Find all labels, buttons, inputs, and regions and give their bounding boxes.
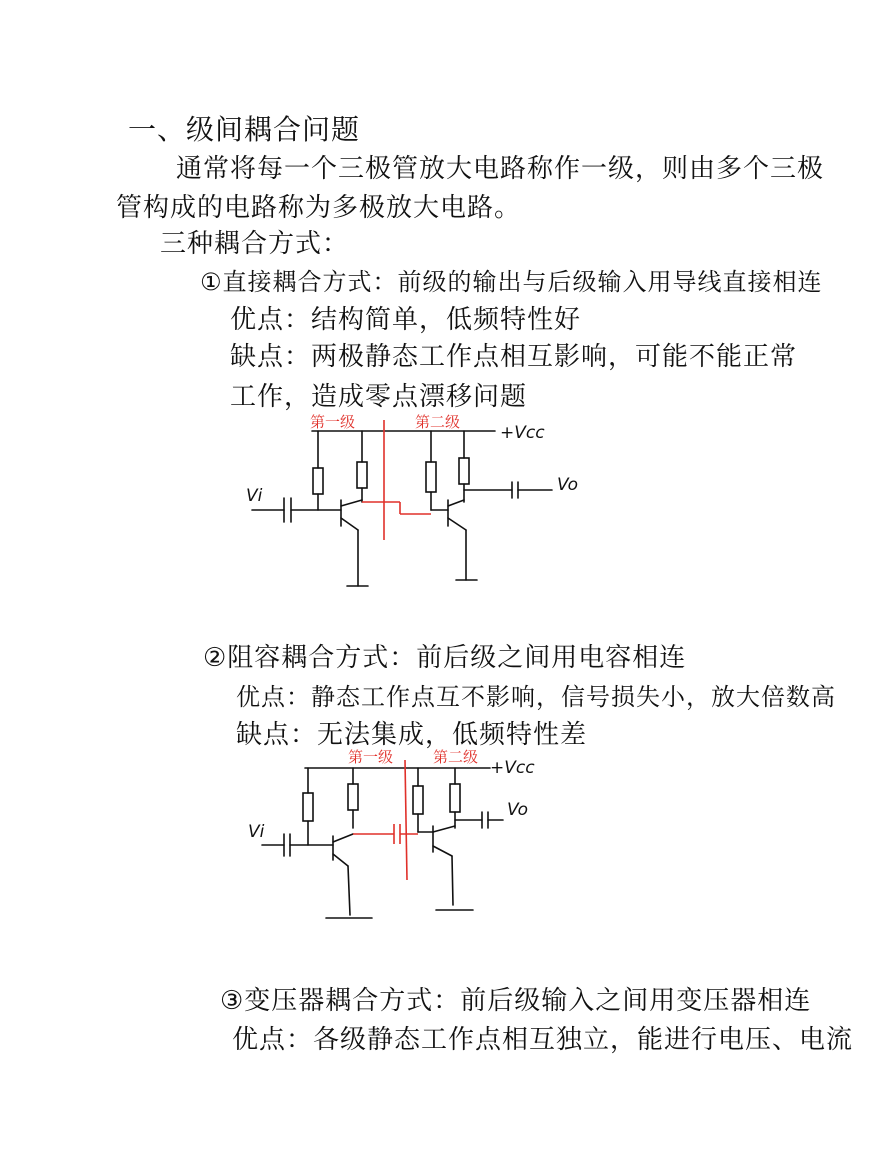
direct-coupling-title: ①直接耦合方式：前级的输出与后级输入用导线直接相连 — [200, 268, 823, 296]
diagram1-supply-label: +Vcc — [500, 423, 545, 443]
diagram1-stage2-label: 第二级 — [415, 413, 461, 431]
diagram1-output-label: Vo — [557, 475, 579, 495]
transformer-pros: 优点：各级静态工作点相互独立，能进行电压、电流 — [232, 1025, 854, 1055]
diagram1-stage1-label: 第一级 — [310, 413, 356, 431]
rc-cons: 缺点：无法集成，低频特性差 — [236, 720, 588, 750]
rc-coupling-title: ②阻容耦合方式：前后级之间用电容相连 — [203, 643, 687, 673]
intro-line-2: 管构成的电路称为多极放大电路。 — [116, 193, 522, 223]
coupling-types-heading: 三种耦合方式： — [160, 229, 350, 259]
direct-cons-line-1: 缺点：两极静态工作点相互影响，可能不能正常 — [230, 342, 798, 372]
direct-coupling-circuit — [252, 431, 552, 586]
diagram2-output-label: Vo — [507, 800, 529, 820]
diagram1-input-label: Vi — [246, 486, 263, 506]
transformer-coupling-title: ③变压器耦合方式：前后级输入之间用变压器相连 — [220, 986, 812, 1016]
diagram2-stage1-label: 第一级 — [348, 748, 394, 766]
section-heading: 一、级间耦合问题 — [128, 113, 361, 146]
diagram2-input-label: Vi — [248, 822, 265, 842]
rc-coupling-red-marks — [353, 760, 418, 880]
direct-pros: 优点：结构简单，低频特性好 — [230, 305, 582, 335]
diagram2-supply-label: +Vcc — [490, 758, 535, 778]
direct-cons-line-2: 工作，造成零点漂移问题 — [230, 382, 528, 412]
intro-line-1: 通常将每一个三极管放大电路称作一级，则由多个三极 — [176, 154, 825, 184]
rc-coupling-circuit — [262, 768, 503, 918]
direct-coupling-red-marks — [362, 420, 431, 540]
diagram2-stage2-label: 第二级 — [433, 748, 479, 766]
rc-pros: 优点：静态工作点互不影响，信号损失小，放大倍数高 — [236, 683, 836, 711]
